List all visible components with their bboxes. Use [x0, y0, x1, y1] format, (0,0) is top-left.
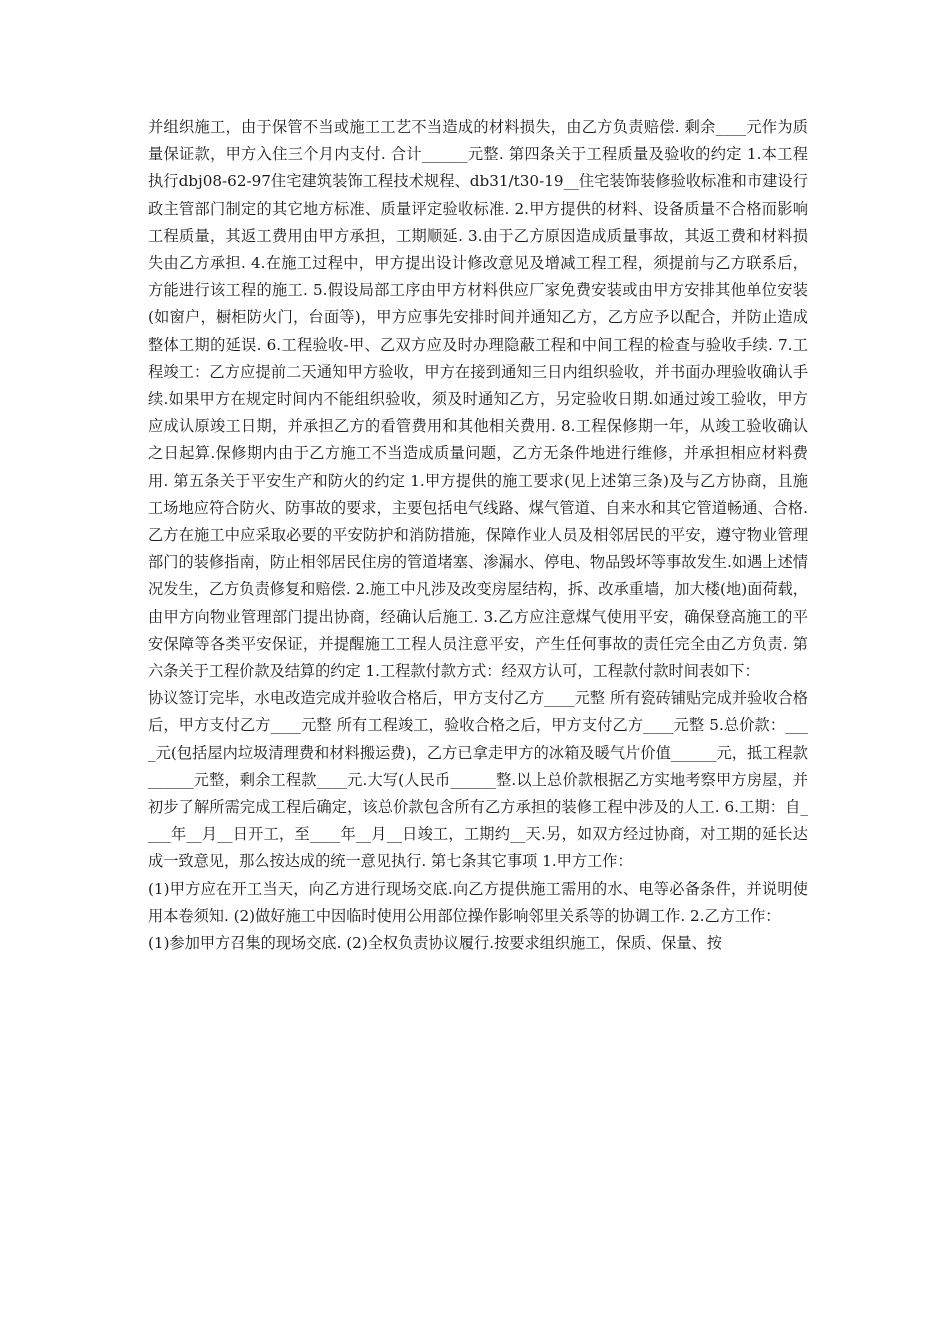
document-body: [148, 114, 808, 957]
paragraph-3: (1)甲方应在开工当天，向乙方进行现场交底.向乙方提供施工需用的水、电等必备条件，并说明使用本卷须知. (2)做好施工中因临时使用公用部位操作影响邻里关系等的协调工作. 2.乙方工作：: [148, 879, 808, 925]
paragraph-1: 并组织施工，由于保管不当或施工工艺不当造成的材料损失，由乙方负责赔偿. 剩余____元作为质量保证款，甲方入住三个月内支付. 合计______元整. 第四条关于工程质量及验收的约定 1.本工程执行dbj08-62-97住宅建筑装饰工程技术规程、db31/t30-19__住宅装饰装修验收标准和市建设行政主管部门制定的其它地方标准、质量评定验收标准. 2.甲方提供的材料、设备质量不合格而影响工程质量，其返工费用由甲方承担，工期顺延. 3.由于乙方原因造成质量事故，其返工费和材料损失由乙方承担. 4.在施工过程中，甲方提出设计修改意见及增减工程工程，须提前与乙方联系后，方能进行该工程的施工. 5.假设局部工序由甲方材料供应厂家免费安装或由甲方安排其他单位安装(如窗户，橱柜防火门，台面等)，甲方应事先安排时间并通知乙方，乙方应予以配合，并防止造成整体工期的延误. 6.工程验收-甲、乙双方应及时办理隐蔽工程和中间工程的检查与验收手续. 7.工程竣工：乙方应提前二天通知甲方验收，甲方在接到通知三日内组织验收，并书面办理验收确认手续.如果甲方在规定时间内不能组织验收，须及时通知乙方，另定验收日期.如通过竣工验收，甲方应成认原竣工日期，并承担乙方的看管费用和其他相关费用. 8.工程保修期一年，从竣工验收确认之日起算.保修期内由于乙方施工不当造成质量问题，乙方无条件地进行维修，并承担相应材料费用. 第五条关于平安生产和防火的约定 1.甲方提供的施工要求(见上述第三条)及与乙方协商，且施工场地应符合防火、防事故的要求，主要包括电气线路、煤气管道、自来水和其它管道畅通、合格.乙方在施工中应采取必要的平安防护和消防措施，保障作业人员及相邻居民的平安，遵守物业管理部门的装修指南，防止相邻居民住房的管道堵塞、渗漏水、停电、物品毁坏等事故发生.如遇上述情况发生，乙方负责修复和赔偿. 2.施工中凡涉及改变房屋结构，拆、改承重墙，加大楼(地)面荷载，由甲方向物业管理部门提出协商，经确认后施工. 3.乙方应注意煤气使用平安，确保登高施工的平安保障等各类平安保证，并提醒施工工程人员注意平安，产生任何事故的责任完全由乙方负责. 第六条关于工程价款及结算的约定 1.工程款付款方式：经双方认可，工程款付款时间表如下：: [148, 118, 808, 681]
paragraph-2: 协议签订完毕，水电改造完成并验收合格后，甲方支付乙方____元整 所有瓷砖铺贴完成并验收合格后，甲方支付乙方____元整 所有工程竣工，验收合格之后，甲方支付乙方____元整 5.总价款：____元(包括屋内垃圾清理费和材料搬运费)，乙方已拿走甲方的冰箱及暖气片价值______元，抵工程款______元整，剩余工程款____元.大写(人民币______整.以上总价款根据乙方实地考察甲方房屋，并初步了解所需完成工程后确定，该总价款包含所有乙方承担的装修工程中涉及的人工. 6.工期：自____年__月__日开工，至____年__月__日竣工，工期约__天.另，如双方经过协商，对工期的延长达成一致意见，那么按达成的统一意见执行. 第七条其它事项 1.甲方工作：: [148, 689, 808, 871]
paragraph-4: (1)参加甲方召集的现场交底. (2)全权负责协议履行.按要求组织施工，保质、保量、按: [148, 934, 722, 953]
